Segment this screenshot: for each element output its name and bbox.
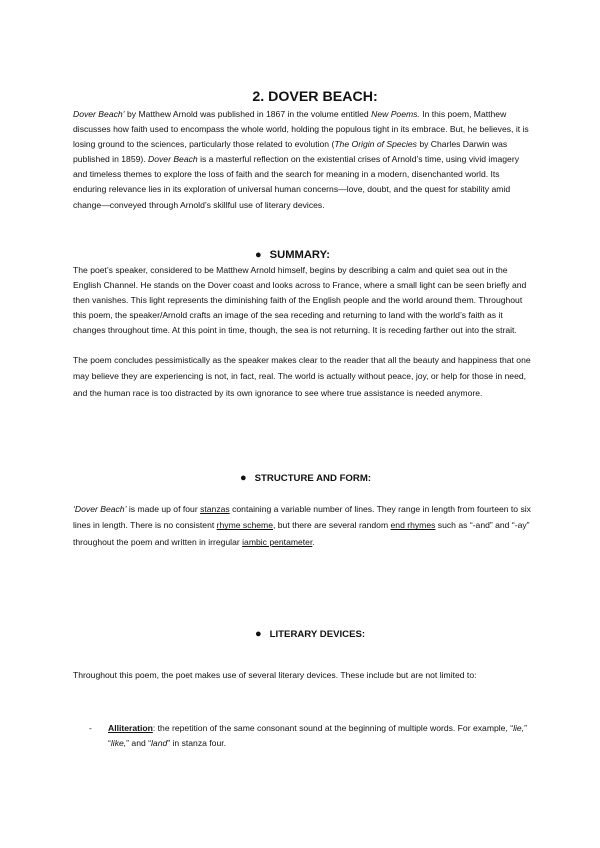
summary-paragraph-2: The poem concludes pessimistically as the speaker makes clear to the reader that all the beauty and happiness that one may believe they are experiencing is not, in fact, real. The world is actually without peace, joy, or help for those in need, and the human race is too distracted by its own ignorance to see where true assistance is needed anymore. <box>73 355 531 398</box>
intro-volume-title: New Poems. <box>371 109 420 119</box>
structure-heading: ● STRUCTURE AND FORM: <box>240 472 372 484</box>
link-stanzas: stanzas <box>200 504 230 514</box>
intro-poem-title: Dover Beach’ <box>73 109 125 119</box>
literary-devices-heading: ● LITERARY DEVICES: <box>255 628 366 640</box>
literary-intro-paragraph: Throughout this poem, the poet makes use of several literary devices. These include but are not limited to: <box>73 670 477 680</box>
bullet-icon: ● <box>255 249 262 261</box>
structure-poem-title: ‘Dover Beach’ <box>73 504 127 514</box>
summary-heading: ● SUMMARY: <box>255 249 330 261</box>
intro-paragraph: Dover Beach’ by Matthew Arnold was published in 1867 in the volume entitled New Poems. In this poem, Matthew discusses how faith used to encompass the whole world, holding the populous tight in its embrace. But, he believes, it is losing ground to the sciences, particularly those related to evolution (The Origin of Species by Charles Darwin was published in 1859). Dover Beach is a masterful reflection on the existential crises of Arnold’s time, using vivid imagery and timeless themes to explore the loss of faith and the search for meaning in a modern, disenchanted world. Its enduring relevance lies in its exploration of universal human concerns—love, doubt, and the quest for stability amid change—conveyed through Arnold’s skillful use of literary devices. <box>73 109 529 210</box>
alliteration-term: Alliteration <box>108 723 153 733</box>
intro-book-title: The Origin of Species <box>334 139 417 150</box>
bullet-icon: ● <box>240 472 247 484</box>
summary-paragraph-1: The poet’s speaker, considered to be Matthew Arnold himself, begins by describing a calm and quiet sea out in the English Channel. He stands on the Dover coast and looks across to France, where a small light can be seen briefly and then vanishes. This light represents the diminishing faith of the English people and the world around them. Throughout this poem, the speaker/Arnold crafts an image of the sea receding and returning to land with the world’s faith as it changes throughout time. At this point in time, though, the sea is not returning. It is receding farther out into the strait. <box>73 265 527 336</box>
intro-poem-title-2: Dover Beach <box>148 154 198 165</box>
link-iambic-pentameter: iambic pentameter <box>242 536 313 547</box>
link-end-rhymes: end rhymes <box>390 520 436 531</box>
dash-bullet: - <box>89 723 92 733</box>
bullet-icon: ● <box>255 628 262 640</box>
alliteration-item-text: Alliteration: the repetition of the same consonant sound at the beginning of multiple words. For example, “lie,” “like,” and “land” in stanza four. <box>108 723 527 749</box>
page-title: 2. DOVER BEACH: <box>252 89 378 105</box>
structure-paragraph: ‘Dover Beach’ is made up of four stanzas containing a variable number of lines. They range in length from fourteen to six lines in length. There is no consistent rhyme scheme, but there are several random end rhymes such as “-and” and “-ay” throughout the poem and written in irregular iambic pentameter. <box>73 504 531 547</box>
link-rhyme-scheme: rhyme scheme <box>216 520 273 531</box>
